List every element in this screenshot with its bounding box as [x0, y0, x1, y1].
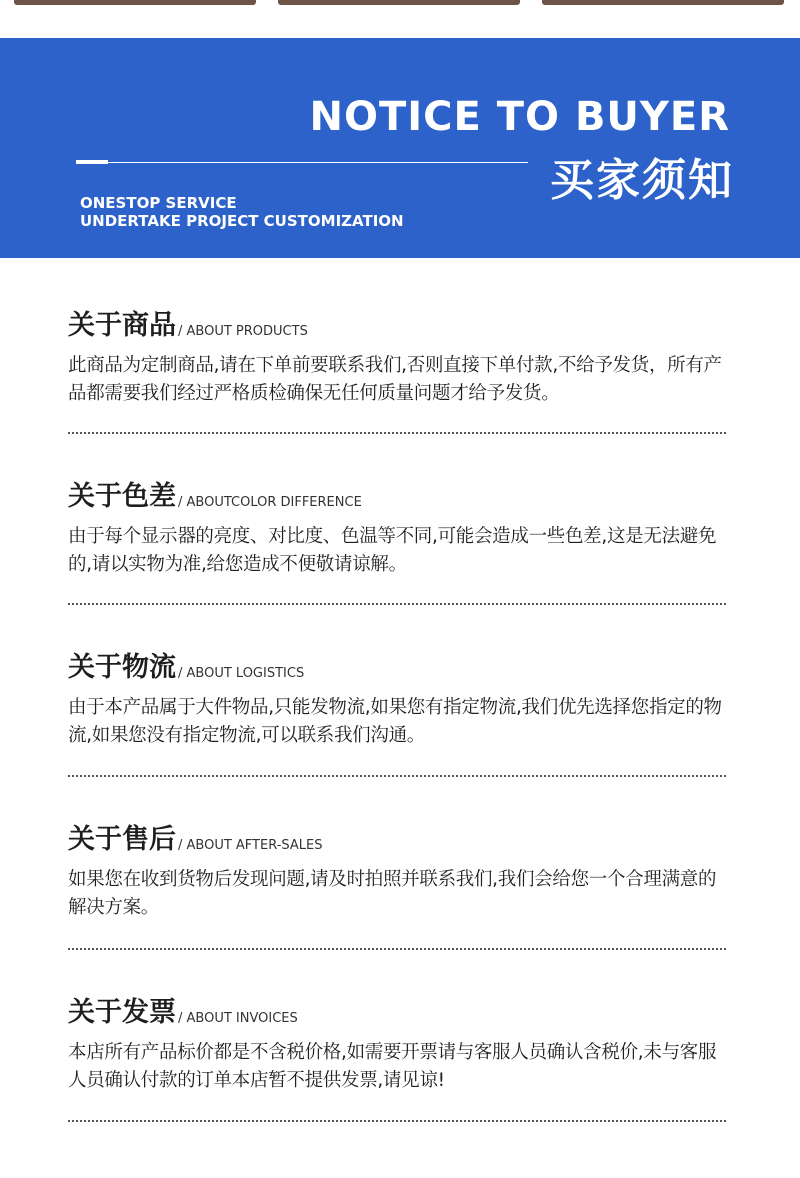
- banner-title-cn: 买家须知: [550, 155, 734, 206]
- section-title: 关于售后: [68, 824, 176, 855]
- product-thumbnail-2: [278, 0, 520, 5]
- section-subtitle: / ABOUT AFTER-SALES: [178, 838, 323, 853]
- section-body: 如果您在收到货物后发现问题,请及时拍照并联系我们,我们会给您一个合理满意的解决方案。: [68, 869, 717, 918]
- section-heading: [68, 304, 728, 344]
- product-thumbnail-3: [542, 0, 784, 5]
- section-subtitle: / ABOUT INVOICES: [178, 1011, 298, 1026]
- section-title: 关于商品: [68, 310, 176, 341]
- dotted-divider: [68, 775, 726, 777]
- banner-subtitle-line-2: UNDERTAKE PROJECT CUSTOMIZATION: [80, 212, 404, 230]
- section-body: 由于每个显示器的亮度、对比度、色温等不同,可能会造成一些色差,这是无法避免的,请以实物为准,给您造成不便敬请谅解。: [68, 526, 717, 575]
- banner-subtitle-line-1: ONESTOP SERVICE: [80, 194, 237, 212]
- banner-accent-bar: [76, 160, 108, 164]
- section-title: 关于发票: [68, 997, 176, 1028]
- section-subtitle: / ABOUT LOGISTICS: [178, 666, 305, 681]
- section-invoices: [68, 991, 728, 1095]
- product-thumbnail-1: [14, 0, 256, 5]
- dotted-divider: [68, 1120, 726, 1122]
- section-body: 本店所有产品标价都是不含税价格,如需要开票请与客服人员确认含税价,未与客服人员确认付款的订单本店暂不提供发票,请见谅!: [68, 1042, 717, 1091]
- section-subtitle: / ABOUTCOLOR DIFFERENCE: [178, 495, 362, 510]
- banner-divider-line: [108, 162, 528, 163]
- notice-banner: [0, 38, 800, 258]
- section-color-difference: [68, 475, 728, 579]
- banner-title-en: NOTICE TO BUYER: [309, 94, 730, 140]
- section-heading: [68, 475, 728, 515]
- section-heading: [68, 818, 728, 858]
- section-title: 关于色差: [68, 481, 176, 512]
- section-title: 关于物流: [68, 652, 176, 683]
- section-subtitle: / ABOUT PRODUCTS: [178, 324, 308, 339]
- dotted-divider: [68, 948, 726, 950]
- dotted-divider: [68, 432, 726, 434]
- top-image-strip: [0, 0, 800, 38]
- section-logistics: [68, 646, 728, 750]
- section-after-sales: [68, 818, 728, 922]
- dotted-divider: [68, 603, 726, 605]
- banner-subtitle: [80, 194, 404, 230]
- section-body: 此商品为定制商品,请在下单前要联系我们,否则直接下单付款,不给予发货，所有产品都需要我们经过严格质检确保无任何质量问题才给予发货。: [68, 355, 722, 404]
- section-heading: [68, 991, 728, 1031]
- section-body: 由于本产品属于大件物品,只能发物流,如果您有指定物流,我们优先选择您指定的物流,如果您没有指定物流,可以联系我们沟通。: [68, 697, 722, 746]
- section-products: [68, 304, 728, 408]
- section-heading: [68, 646, 728, 686]
